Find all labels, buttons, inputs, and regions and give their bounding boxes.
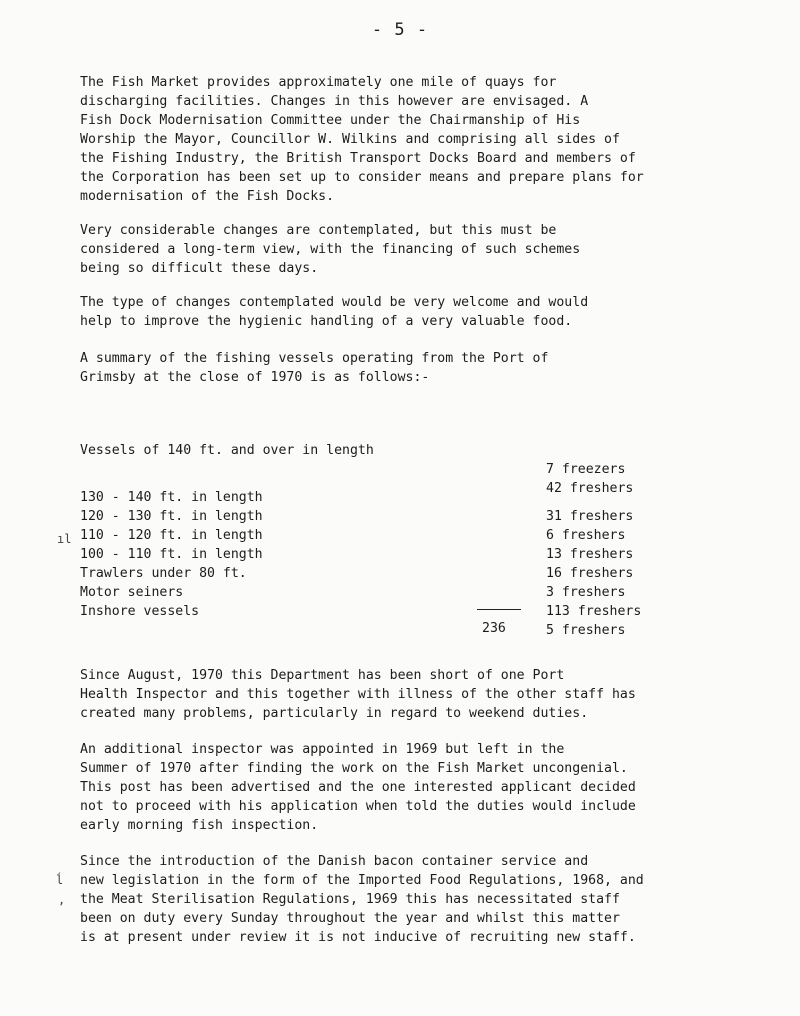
margin-mark: ıl — [57, 532, 72, 546]
vessel-count: 13 freshers — [546, 547, 634, 562]
paragraph-additional-inspector — [80, 740, 760, 835]
text-line: been on duty every Sunday throughout the year and whilst this matter — [80, 911, 620, 926]
text-line: the Meat Sterilisation Regulations, 1969 this has necessitated staff — [80, 892, 620, 907]
text-line: new legislation in the form of the Imported Food Regulations, 1968, and — [80, 873, 644, 888]
vessel-count: 5 freshers — [546, 623, 626, 638]
vessel-class: 110 - 120 ft. in length — [80, 528, 263, 543]
vessel-class: Inshore vessels — [80, 604, 200, 619]
text-line: modernisation of the Fish Docks. — [80, 189, 335, 204]
text-line: considered a long-term view, with the financing of such schemes — [80, 242, 581, 257]
text-line: This post has been advertised and the one interested applicant decided — [80, 780, 636, 795]
text-line: the Fishing Industry, the British Transport Docks Board and members of — [80, 151, 636, 166]
text-line: Health Inspector and this together with illness of the other staff has — [80, 687, 636, 702]
text-line: Since August, 1970 this Department has been short of one Port — [80, 668, 565, 683]
text-line: is at present under review it is not inducive of recruiting new staff. — [80, 930, 636, 945]
text-line: discharging facilities. Changes in this however are envisaged. A — [80, 94, 589, 109]
text-line: The type of changes contemplated would be very welcome and would — [80, 295, 589, 310]
text-line: Fish Dock Modernisation Committee under the Chairmanship of His — [80, 113, 581, 128]
vessel-class: Motor seiners — [80, 585, 184, 600]
vessel-count: 16 freshers — [546, 566, 634, 581]
paragraph-changes — [80, 221, 760, 278]
vessel-class: 100 - 110 ft. in length — [80, 547, 263, 562]
text-line: Since the introduction of the Danish bacon container service and — [80, 854, 589, 869]
vessel-class: Trawlers under 80 ft. — [80, 566, 247, 581]
paragraph-summary-intro — [80, 349, 760, 387]
vessel-count: 31 freshers — [546, 509, 634, 524]
text-line: the Corporation has been set up to consider means and prepare plans for — [80, 170, 644, 185]
text-line: Very considerable changes are contemplated, but this must be — [80, 223, 557, 238]
text-line: Summer of 1970 after finding the work on the Fish Market uncongenial. — [80, 761, 628, 776]
vessel-count: 3 freshers — [546, 585, 626, 600]
text-line: An additional inspector was appointed in 1969 but left in the — [80, 742, 565, 757]
text-line: Grimsby at the close of 1970 is as follows:- — [80, 370, 430, 385]
paragraph-fish-market — [80, 73, 760, 206]
margin-mark: ĺ — [56, 873, 64, 887]
text-line: not to proceed with his application when told the duties would include — [80, 799, 636, 814]
vessel-class: Vessels of 140 ft. and over in length — [80, 443, 374, 458]
vessel-count: 113 freshers — [546, 604, 642, 619]
text-line: help to improve the hygienic handling of a very valuable food. — [80, 314, 573, 329]
text-line: The Fish Market provides approximately one mile of quays for — [80, 75, 557, 90]
text-line: Worship the Mayor, Councillor W. Wilkins and comprising all sides of — [80, 132, 620, 147]
text-line: A summary of the fishing vessels operating from the Port of — [80, 351, 549, 366]
paragraph-staffing — [80, 666, 760, 723]
total-divider — [477, 609, 521, 610]
paragraph-hygiene — [80, 293, 760, 331]
text-line: created many problems, particularly in regard to weekend duties. — [80, 706, 589, 721]
vessel-class: 120 - 130 ft. in length — [80, 509, 263, 524]
vessel-count: 7 freezers — [546, 462, 626, 477]
table-row — [80, 422, 730, 477]
paragraph-legislation — [80, 852, 760, 947]
vessel-class: 130 - 140 ft. in length — [80, 490, 263, 505]
vessel-count: 6 freshers — [546, 528, 626, 543]
page-number: - 5 - — [371, 20, 429, 40]
text-line: being so difficult these days. — [80, 261, 319, 276]
vessel-count: 42 freshers — [546, 481, 634, 496]
margin-mark: , — [58, 893, 66, 907]
vessels-total: 236 — [482, 621, 506, 636]
text-line: early morning fish inspection. — [80, 818, 319, 833]
